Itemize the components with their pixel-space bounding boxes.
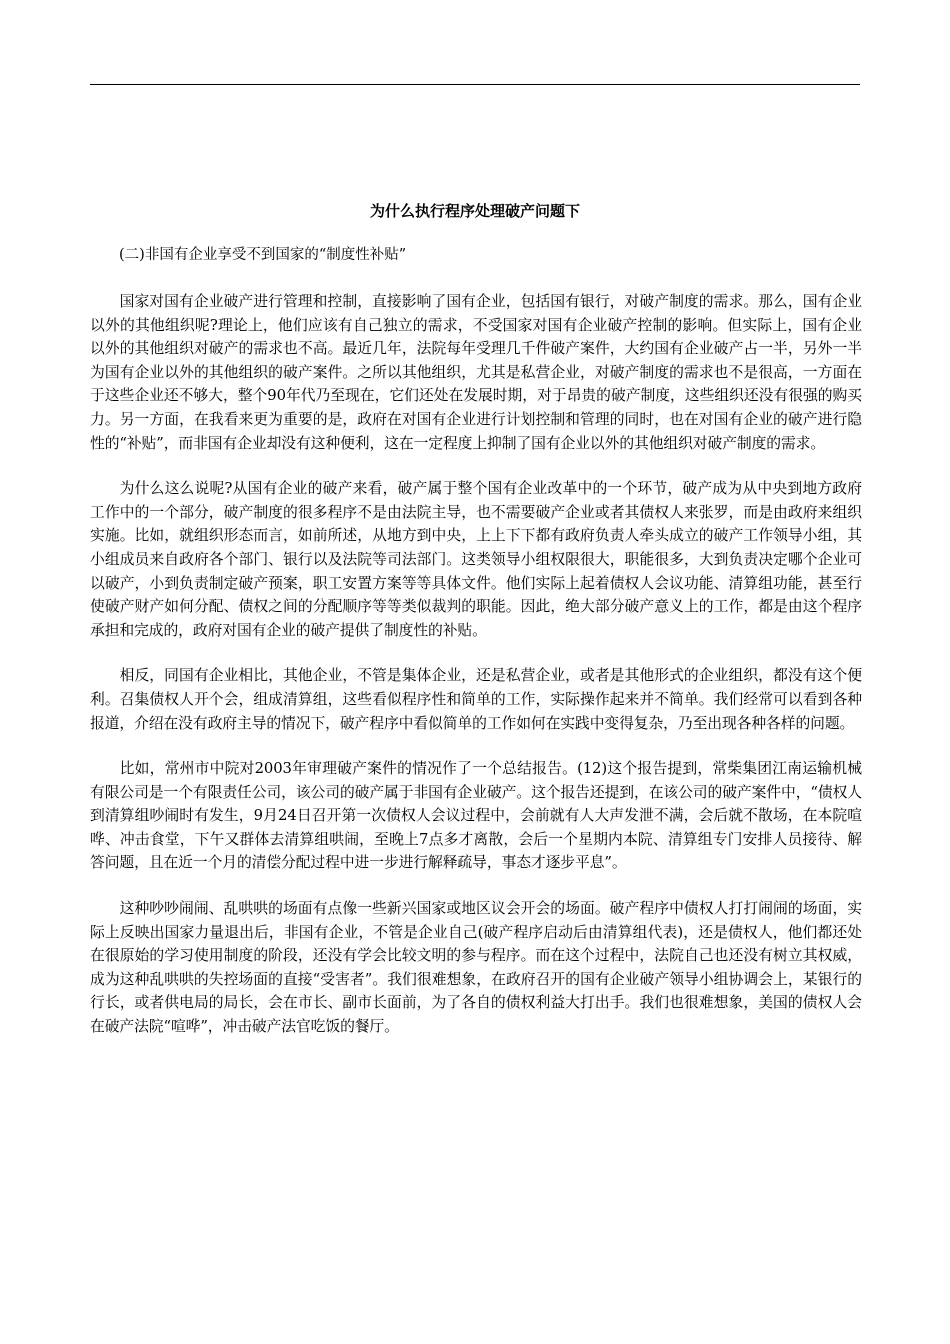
paragraph-2: 为什么这么说呢?从国有企业的破产来看，破产属于整个国有企业改革中的一个环节，破产成为从中央到地方政府工作中的一个部分，破产制度的很多程序不是由法院主导，也不需要破产企业或者其债权人来张罗，而是由政府来组织实施。比如，就组织形态而言，如前所述，从地方到中央，上上下下都有政府负责人牵头成立的破产工作领导小组，其小组成员来自政府各个部门、银行以及法院等司法部门。这类领导小组权限很大，职能很多，大到负责决定哪个企业可以破产，小到负责制定破产预案，职工安置方案等等具体文件。他们实际上起着债权人会议功能、清算组功能，甚至行使破产财产如何分配、债权之间的分配顺序等等类似裁判的职能。因此，绝大部分破产意义上的工作，都是由这个程序承担和完成的，政府对国有企业的破产提供了制度性的补贴。 <box>90 480 862 639</box>
section-heading: (二)非国有企业享受不到国家的“制度性补贴” <box>119 247 407 263</box>
header-rule <box>90 84 860 85</box>
paragraph-5: 这种吵吵闹闹、乱哄哄的场面有点像一些新兴国家或地区议会开会的场面。破产程序中债权人打打闹闹的场面，实际上反映出国家力量退出后，非国有企业，不管是企业自己(破产程序启动后由清算组代表)，还是债权人，他们都还处在很原始的学习使用制度的阶段，还没有学会比较文明的参与程序。而在这个过程中，法院自己也还没有树立其权威，成为这种乱哄哄的失控场面的直接“受害者”。我们很难想象，在政府召开的国有企业破产领导小组协调会上，某银行的行长，或者供电局的局长，会在市长、副市长面前，为了各自的债权利益大打出手。我们也很难想象，美国的债权人会在破产法院“喧哗”，冲击破产法官吃饭的餐厅。 <box>90 900 862 1036</box>
paragraph-4: 比如，常州市中院对2003年审理破产案件的情况作了一个总结报告。(12)这个报告提到，常柴集团江南运输机械有限公司是一个有限责任公司，该公司的破产属于非国有企业破产。这个报告还提到，在该公司的破产案件中，“债权人到清算组吵闹时有发生，9月24日召开第一次债权人会议过程中，会前就有人大声发泄不满，会后就不散场，在本院喧哗、冲击食堂，下午又群体去清算组哄闹，至晚上7点多才离散，会后一个星期内本院、清算组专门安排人员接待、解答问题，且在近一个月的清偿分配过程中进一步进行解释疏导，事态才逐步平息”。 <box>90 760 862 872</box>
document-title: 为什么执行程序处理破产问题下 <box>369 202 580 220</box>
paragraph-3: 相反，同国有企业相比，其他企业，不管是集体企业，还是私营企业，或者是其他形式的企业组织，都没有这个便利。召集债权人开个会，组成清算组，这些看似程序性和简单的工作，实际操作起来并不简单。我们经常可以看到各种报道，介绍在没有政府主导的情况下，破产程序中看似简单的工作如何在实践中变得复杂，乃至出现各种各样的问题。 <box>90 667 862 732</box>
document-body <box>90 290 862 1061</box>
paragraph-1: 国家对国有企业破产进行管理和控制，直接影响了国有企业，包括国有银行，对破产制度的需求。那么，国有企业以外的其他组织呢?理论上，他们应该有自己独立的需求，不受国家对国有企业破产控制的影响。但实际上，国有企业以外的其他组织对破产的需求也不高。最近几年，法院每年受理几千件破产案件，大约国有企业破产占一半，另外一半为国有企业以外的其他组织的破产案件。之所以其他组织，尤其是私营企业，对破产制度的需求也不是很高，一方面在于这些企业还不够大，整个90年代乃至现在，它们还处在发展时期，对于昂贵的破产制度，这些组织还没有很强的购买力。另一方面，在我看来更为重要的是，政府在对国有企业进行计划控制和管理的同时，也在对国有企业的破产进行隐性的“补贴”，而非国有企业却没有这种便利，这在一定程度上抑制了国有企业以外的其他组织对破产制度的需求。 <box>90 293 862 452</box>
